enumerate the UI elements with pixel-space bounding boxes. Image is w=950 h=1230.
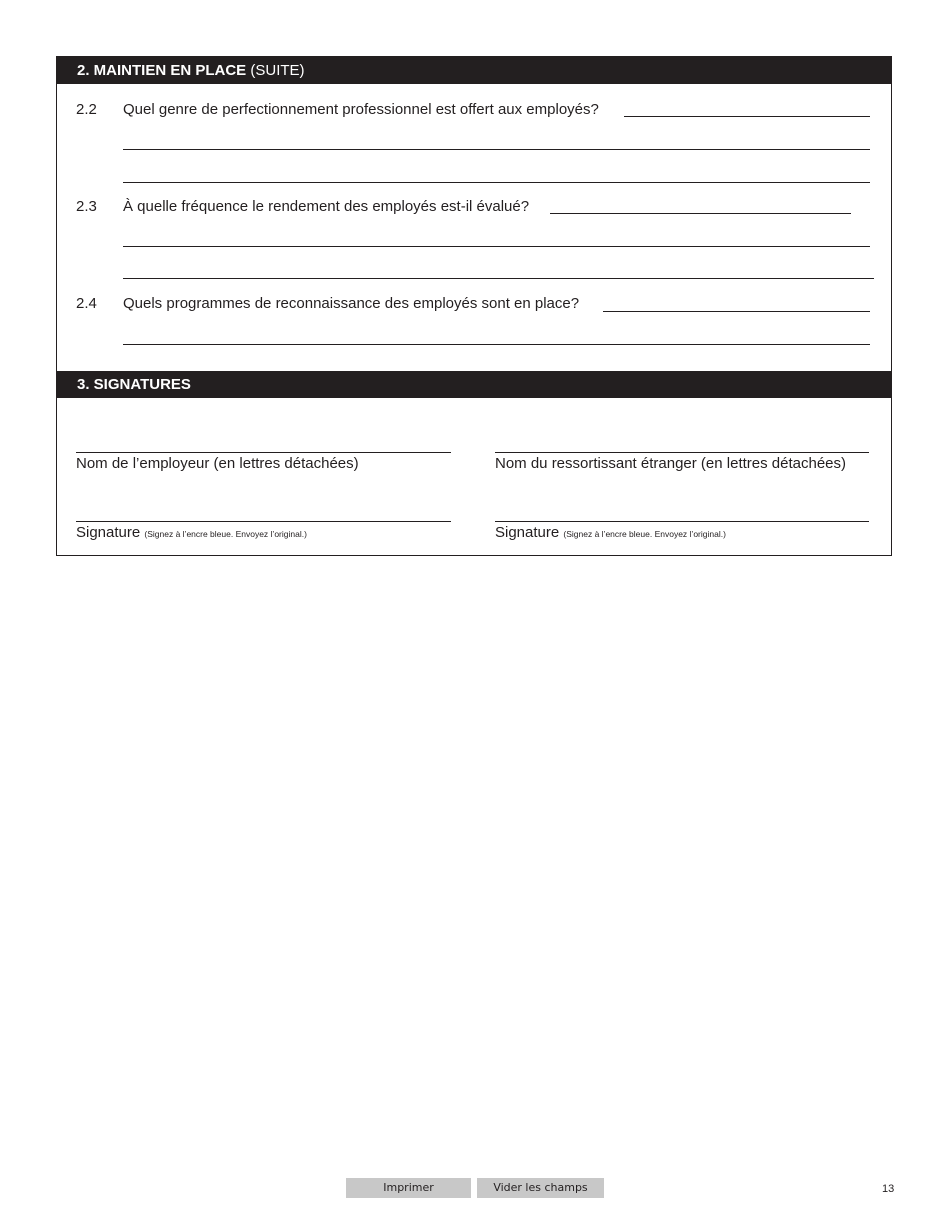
- print-button[interactable]: Imprimer: [346, 1178, 471, 1198]
- section-2-title: 2. MAINTIEN EN PLACE: [77, 62, 247, 79]
- section-2-suffix: (SUITE): [250, 62, 305, 79]
- section-3-title: 3. SIGNATURES: [77, 376, 191, 393]
- answer-2-3-line-2[interactable]: [123, 246, 870, 247]
- foreign-national-signature-label: [495, 524, 726, 541]
- answer-2-4-line-1[interactable]: [603, 311, 870, 312]
- foreign-national-name-field[interactable]: [495, 452, 869, 453]
- answer-2-2-line-3[interactable]: [123, 182, 870, 183]
- question-2-4-number: 2.4: [76, 295, 97, 312]
- section-2-header: [57, 57, 891, 84]
- employer-name-field[interactable]: [76, 452, 451, 453]
- answer-2-3-line-1[interactable]: [550, 213, 851, 214]
- clear-fields-button[interactable]: Vider les champs: [477, 1178, 604, 1198]
- employer-signature-label: [76, 524, 307, 541]
- foreign-national-signature-label-text: Signature: [495, 524, 560, 541]
- employer-signature-label-text: Signature: [76, 524, 141, 541]
- foreign-national-signature-field[interactable]: [495, 521, 869, 522]
- answer-2-2-line-2[interactable]: [123, 149, 870, 150]
- question-2-2-text: Quel genre de perfectionnement professionnel est offert aux employés?: [123, 101, 599, 118]
- employer-signature-note: (Signez à l’encre bleue. Envoyez l’original.): [144, 529, 307, 539]
- foreign-national-name-label: Nom du ressortissant étranger (en lettres détachées): [495, 455, 846, 472]
- answer-2-3-line-3[interactable]: [123, 278, 874, 279]
- question-2-3-text: À quelle fréquence le rendement des employés est-il évalué?: [123, 198, 530, 215]
- question-2-3-number: 2.3: [76, 198, 97, 215]
- page-number: 13: [882, 1183, 895, 1195]
- employer-name-label: Nom de l’employeur (en lettres détachées): [76, 455, 359, 472]
- employer-signature-field[interactable]: [76, 521, 451, 522]
- answer-2-4-line-2[interactable]: [123, 344, 870, 345]
- section-3-header: [57, 371, 891, 398]
- form-container: [56, 56, 892, 556]
- foreign-national-signature-note: (Signez à l’encre bleue. Envoyez l’original.): [563, 529, 726, 539]
- answer-2-2-line-1[interactable]: [624, 116, 870, 117]
- question-2-2-number: 2.2: [76, 101, 97, 118]
- question-2-4-text: Quels programmes de reconnaissance des employés sont en place?: [123, 295, 580, 312]
